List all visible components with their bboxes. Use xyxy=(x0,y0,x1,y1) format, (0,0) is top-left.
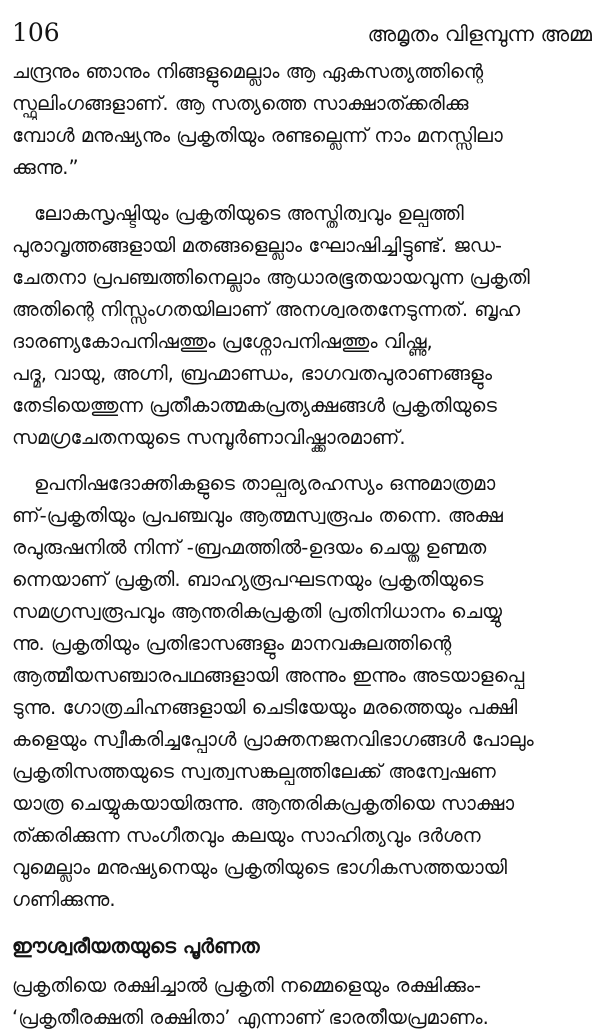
text-line: ക്കുന്നു.” xyxy=(12,156,79,179)
text-line: ഗണിക്കുന്നു. xyxy=(12,888,116,911)
running-header xyxy=(12,18,592,48)
text-line: രപുരുഷനിൽ നിന്ന് -ബ്രഹ്മത്തിൽ-ഉദയം ചെയ്ത ഉണ്മത xyxy=(12,536,487,559)
text-line: പദ്മ, വായു, അഗ്നി, ബ്രഹ്മാണ്ഡം, ഭാഗവതപുരാണങ്ങളും xyxy=(12,362,492,385)
text-line: സ്ഫുലിംഗങ്ങളാണ്. ആ സത്യത്തെ സാക്ഷാത്ക്കരിക്കു xyxy=(12,92,469,115)
body-text xyxy=(12,56,592,1034)
paragraph-1 xyxy=(12,56,592,184)
text-line: ലോകസൃഷ്ടിയും പ്രകൃതിയുടെ അസ്തിത്വവും ഉല്പത്തി xyxy=(34,202,464,225)
text-line: പുരാവൃത്തങ്ങളായി മതങ്ങളെല്ലാം ഘോഷിച്ചിട്ടുണ്ട്. ജഡ- xyxy=(12,234,502,257)
text-line: ചന്ദ്രനും ഞാനും നിങ്ങളുമെല്ലാം ആ ഏകസത്യത്തിന്റെ xyxy=(12,60,484,83)
text-line: ടുന്നു. ഗോത്രചിഹ്നങ്ങളായി ചെടിയേയും മരത്തെയും പക്ഷി xyxy=(12,696,518,719)
text-line: വുമെല്ലാം മനുഷ്യനെയും പ്രകൃതിയുടെ ഭാഗികസത്തയായി xyxy=(12,856,508,879)
text-line: ന്നു. പ്രകൃതിയും പ്രതിഭാസങ്ങളും മാനവകുലത്തിന്റെ xyxy=(12,632,452,655)
paragraph-2 xyxy=(12,198,592,454)
text-line: പ്രകൃതിസത്തയുടെ സ്വത്വസങ്കല്പത്തിലേക്ക് അന്വേഷണ xyxy=(12,760,496,783)
section-heading: ഈശ്വരീയതയുടെ പൂർണത xyxy=(12,934,260,958)
text-line: സമഗ്രചേതനയുടെ സമ്പൂർണാവിഷ്ക്കാരമാണ്. xyxy=(12,426,406,449)
text-line: കളെയും സ്വീകരിച്ചപ്പോൾ പ്രാക്തനജനവിഭാഗങ്ങൾ പോലും xyxy=(12,728,534,751)
text-line: ന്നെയാണ് പ്രകൃതി. ബാഹ്യരൂപഘടനയും പ്രകൃതിയുടെ xyxy=(12,568,484,591)
text-line: തേടിയെത്തുന്ന പ്രതീകാത്മകപ്രത്യക്ഷങ്ങൾ പ്രകൃതിയുടെ xyxy=(12,394,497,417)
paragraph-4 xyxy=(12,970,592,1034)
text-line: ദാരണ്യകോപനിഷത്തും പ്രശ്നോപനിഷത്തും വിഷ്ണു, xyxy=(12,330,433,353)
text-line: ണ്-പ്രകൃതിയും പ്രപഞ്ചവും ആത്മസ്വരൂപം തന്നെ. അക്ഷ xyxy=(12,504,503,527)
text-line: യാത്ര ചെയ്യുകയായിരുന്നു. ആന്തരികപ്രകൃതിയെ സാക്ഷാ xyxy=(12,792,515,815)
text-line: ഉപനിഷദോക്തികളുടെ താല്പര്യരഹസ്യം ഒന്നുമാത്രമാ xyxy=(34,472,496,495)
text-line: പ്രകൃതിയെ രക്ഷിച്ചാൽ പ്രകൃതി നമ്മെളെയും രക്ഷിക്കും- xyxy=(12,974,482,997)
running-title: അമൃതം വിളമ്പുന്ന അമ്മ xyxy=(367,22,592,46)
text-line: അതിന്റെ നിസ്സംഗതയിലാണ് അനശ്വരതനേടുന്നത്. ബൃഹ xyxy=(12,298,521,321)
text-line: ത്ക്കരിക്കുന്ന സംഗീതവും കലയും സാഹിത്യവും ദർശന xyxy=(12,824,481,847)
text-line: മ്പോൾ മനുഷ്യനും പ്രകൃതിയും രണ്ടല്ലെന്ന് നാം മനസ്സിലാ xyxy=(12,124,503,147)
text-line: സമഗ്രസ്വരൂപവും ആന്തരികപ്രകൃതി പ്രതിനിധാനം ചെയ്യു xyxy=(12,600,502,623)
text-line: ചേതനാ പ്രപഞ്ചത്തിനെല്ലാം ആധാരഭൂതയായവുന്ന പ്രകൃതി xyxy=(12,266,530,289)
text-line: ആത്മീയസഞ്ചാരപഥങ്ങളായി അന്നും ഇന്നും അടയാളപ്പെ xyxy=(12,664,525,687)
paragraph-3 xyxy=(12,468,592,916)
text-line: ‘പ്രകൃതീരക്ഷതി രക്ഷിതാ’ എന്നാണ് ഭാരതീയപ്രമാണം. xyxy=(12,1006,489,1029)
page-number: 106 xyxy=(12,18,60,47)
